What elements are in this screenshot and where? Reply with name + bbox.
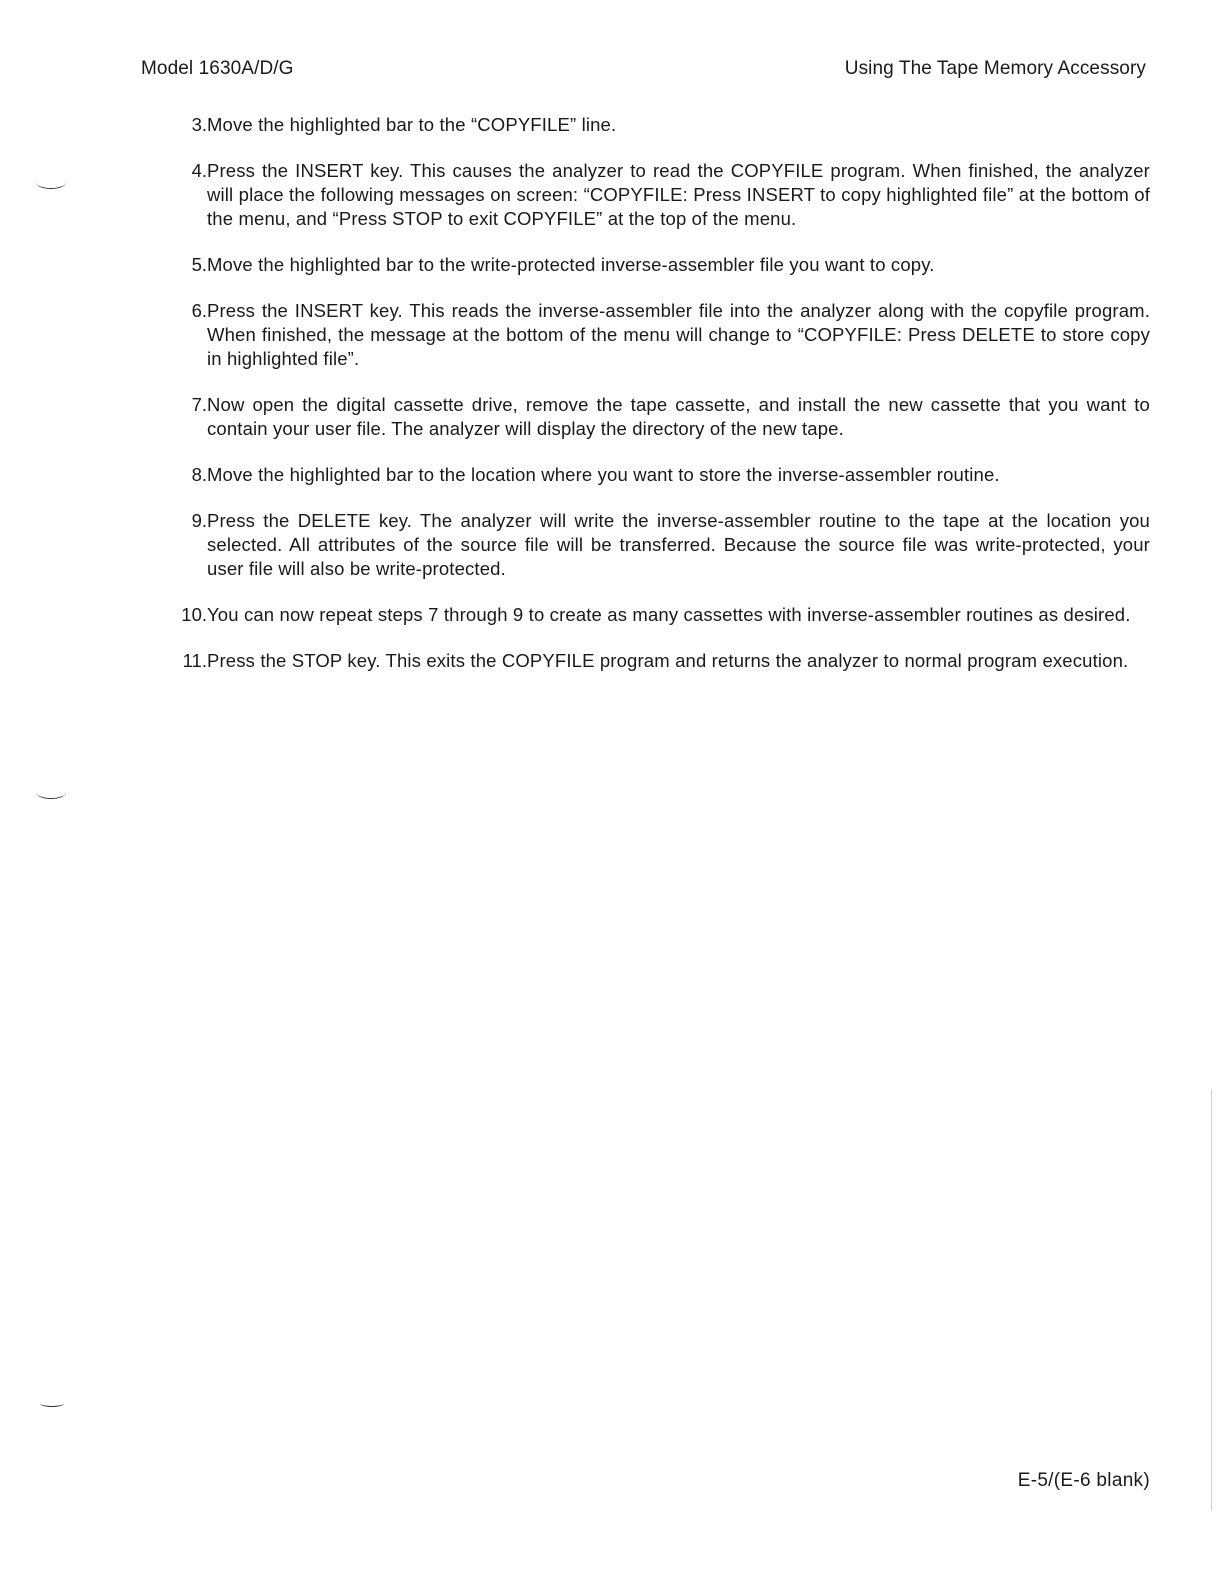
step-number: 6. <box>191 300 207 321</box>
page-number: E-5/(E-6 blank) <box>1017 1470 1150 1491</box>
step-text: Press the INSERT key. This causes the analyzer to read the COPYFILE program. When finished, the analyzer will place the following messages on screen: “COPYFILE: Press INSERT to copy highlighted file” at the bottom of the menu, and “Press STOP to exit COPYFILE” at the top of the menu. <box>207 160 1150 229</box>
step-number: 9. <box>191 510 207 531</box>
list-item <box>165 463 1150 487</box>
step-text: Press the STOP key. This exits the COPYFILE program and returns the analyzer to normal program execution. <box>207 650 1129 671</box>
step-text: Move the highlighted bar to the write-protected inverse-assembler file you want to copy. <box>207 254 935 275</box>
step-text: You can now repeat steps 7 through 9 to create as many cassettes with inverse-assembler routines as desired. <box>207 604 1131 625</box>
step-number: 3. <box>191 114 207 135</box>
step-text: Press the INSERT key. This reads the inverse-assembler file into the analyzer along with the copyfile program. When finished, the message at the bottom of the menu will change to “COPYFILE: Press DELETE to store copy in highlighted file”. <box>207 300 1150 369</box>
header-section-title: Using The Tape Memory Accessory <box>844 58 1146 79</box>
step-number: 11. <box>182 650 207 671</box>
binder-hole-mark <box>40 1400 64 1407</box>
step-text: Move the highlighted bar to the “COPYFILE” line. <box>207 114 617 135</box>
step-text: Press the DELETE key. The analyzer will write the inverse-assembler routine to the tape at the location you selected. All attributes of the source file will be transferred. Because the source file was write-protected, your user file will also be write-protected. <box>207 510 1150 579</box>
list-item <box>165 253 1150 277</box>
step-number: 8. <box>191 464 207 485</box>
step-number: 10. <box>181 604 207 625</box>
list-item <box>165 509 1150 581</box>
list-item <box>165 299 1150 371</box>
step-number: 5. <box>191 254 207 275</box>
procedure-steps-list <box>165 113 1150 695</box>
list-item <box>165 603 1150 627</box>
list-item <box>165 393 1150 441</box>
scan-edge-line <box>1211 1090 1212 1510</box>
list-item <box>165 159 1150 231</box>
list-item <box>165 113 1150 137</box>
binder-hole-mark <box>36 786 66 799</box>
header-model: Model 1630A/D/G <box>141 58 294 79</box>
list-item <box>165 649 1150 673</box>
step-number: 4. <box>191 160 207 181</box>
step-number: 7. <box>191 394 207 415</box>
binder-hole-mark <box>36 176 66 189</box>
step-text: Now open the digital cassette drive, remove the tape cassette, and install the new cassette that you want to contain your user file. The analyzer will display the directory of the new tape. <box>207 394 1150 439</box>
step-text: Move the highlighted bar to the location where you want to store the inverse-assembler routine. <box>207 464 1000 485</box>
